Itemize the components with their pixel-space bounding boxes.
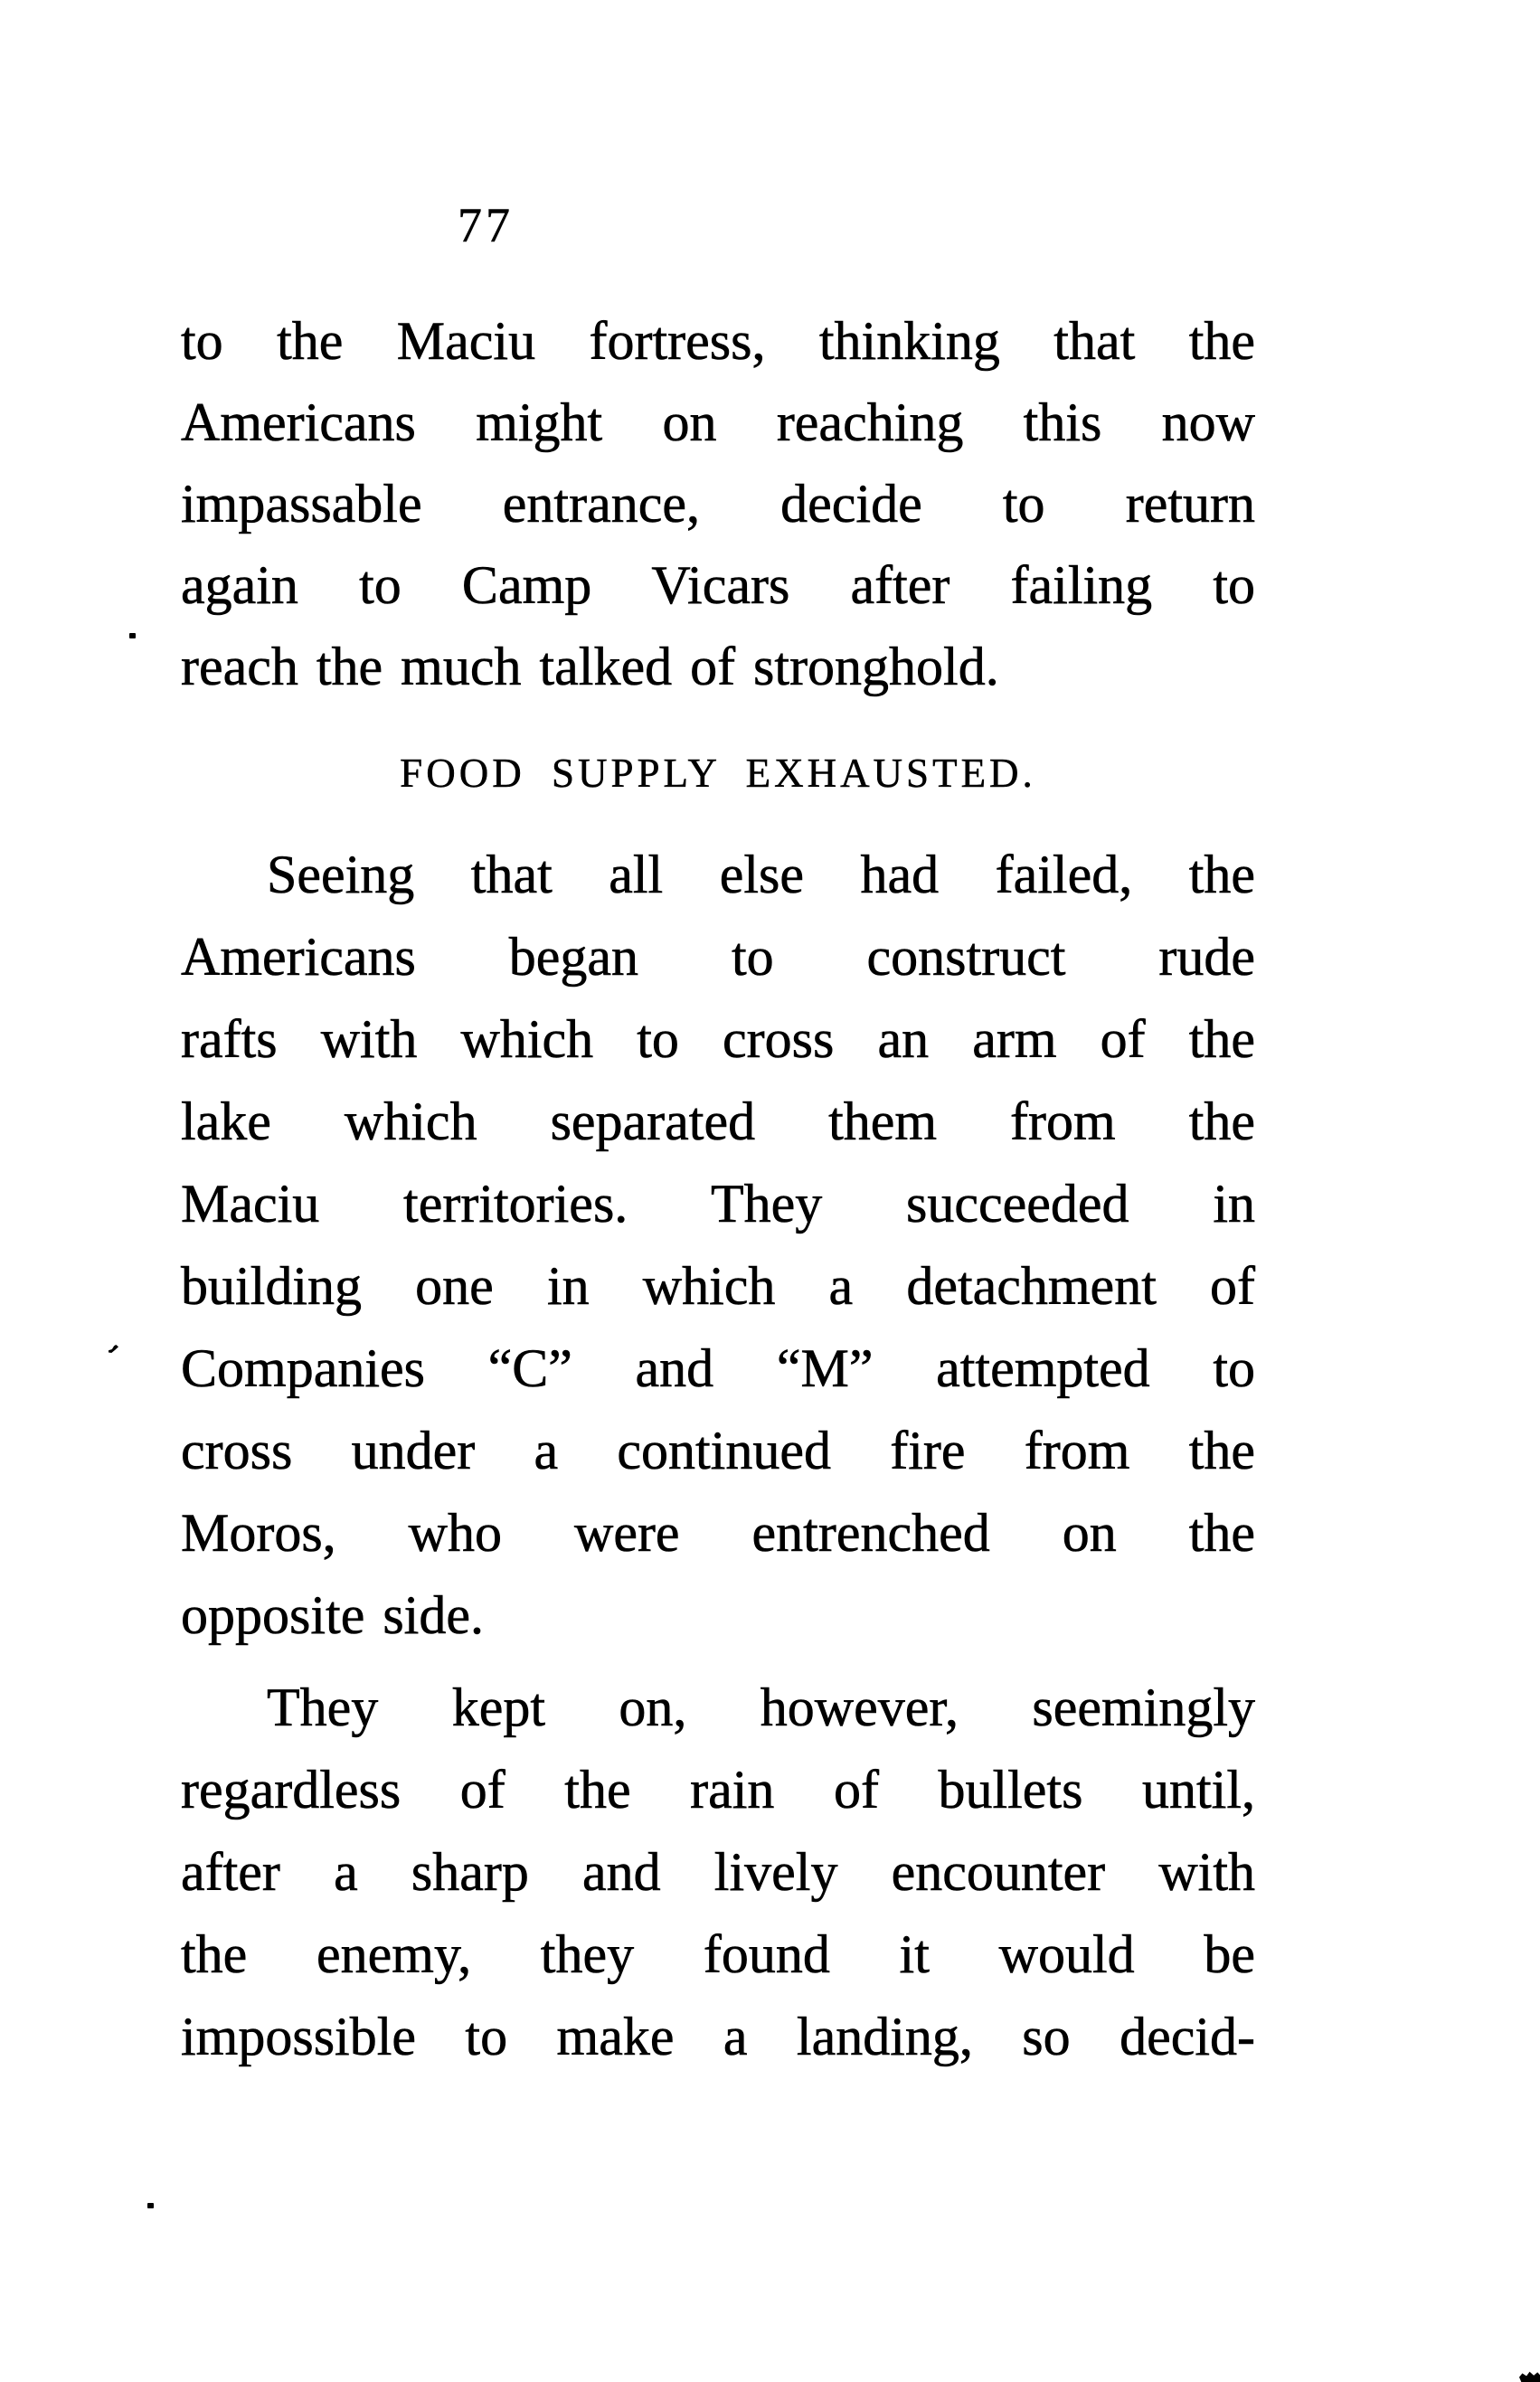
ink-speck (109, 1345, 118, 1353)
text-line: building one in which a detachment of (181, 1256, 1255, 1316)
text-line: Americans might on reaching this now (181, 392, 1255, 452)
text-line: impassable entrance, decide to return (181, 474, 1255, 534)
ink-speck (147, 2203, 154, 2208)
paragraph-1 (181, 300, 1255, 707)
text-line: Companies “C” and “M” attempted to (181, 1338, 1255, 1398)
section-heading: FOOD SUPPLY EXHAUSTED. (400, 751, 1036, 796)
text-line: to the Maciu fortress, thinking that the (181, 311, 1255, 371)
paragraph-2 (181, 834, 1255, 1657)
text-line: cross under a continued fire from the (181, 1421, 1255, 1480)
text-line: after a sharp and lively encounter with (181, 1842, 1255, 1902)
text-line: the enemy, they found it would be (181, 1924, 1255, 1984)
text-line: opposite side. (181, 1585, 484, 1645)
text-line: lake which separated them from the (181, 1092, 1255, 1151)
text-line: They kept on, however, seemingly (267, 1678, 1255, 1737)
ink-smudge-corner (1519, 2371, 1540, 2382)
text-line: rafts with which to cross an arm of the (181, 1009, 1255, 1069)
text-line: again to Camp Vicars after failing to (181, 555, 1255, 615)
text-line: Maciu territories. They succeeded in (181, 1174, 1255, 1234)
text-line: Americans began to construct rude (181, 927, 1255, 987)
text-line: impossible to make a landing, so decid- (181, 2007, 1255, 2066)
page-number: 77 (458, 198, 514, 252)
text-line: reach the much talked of stronghold. (181, 637, 999, 696)
text-line: regardless of the rain of bullets until, (181, 1760, 1255, 1820)
text-line: Moros, who were entrenched on the (181, 1503, 1255, 1563)
text-line: Seeing that all else had failed, the (267, 845, 1255, 904)
ink-speck (129, 633, 136, 638)
paragraph-3 (181, 1667, 1255, 2078)
